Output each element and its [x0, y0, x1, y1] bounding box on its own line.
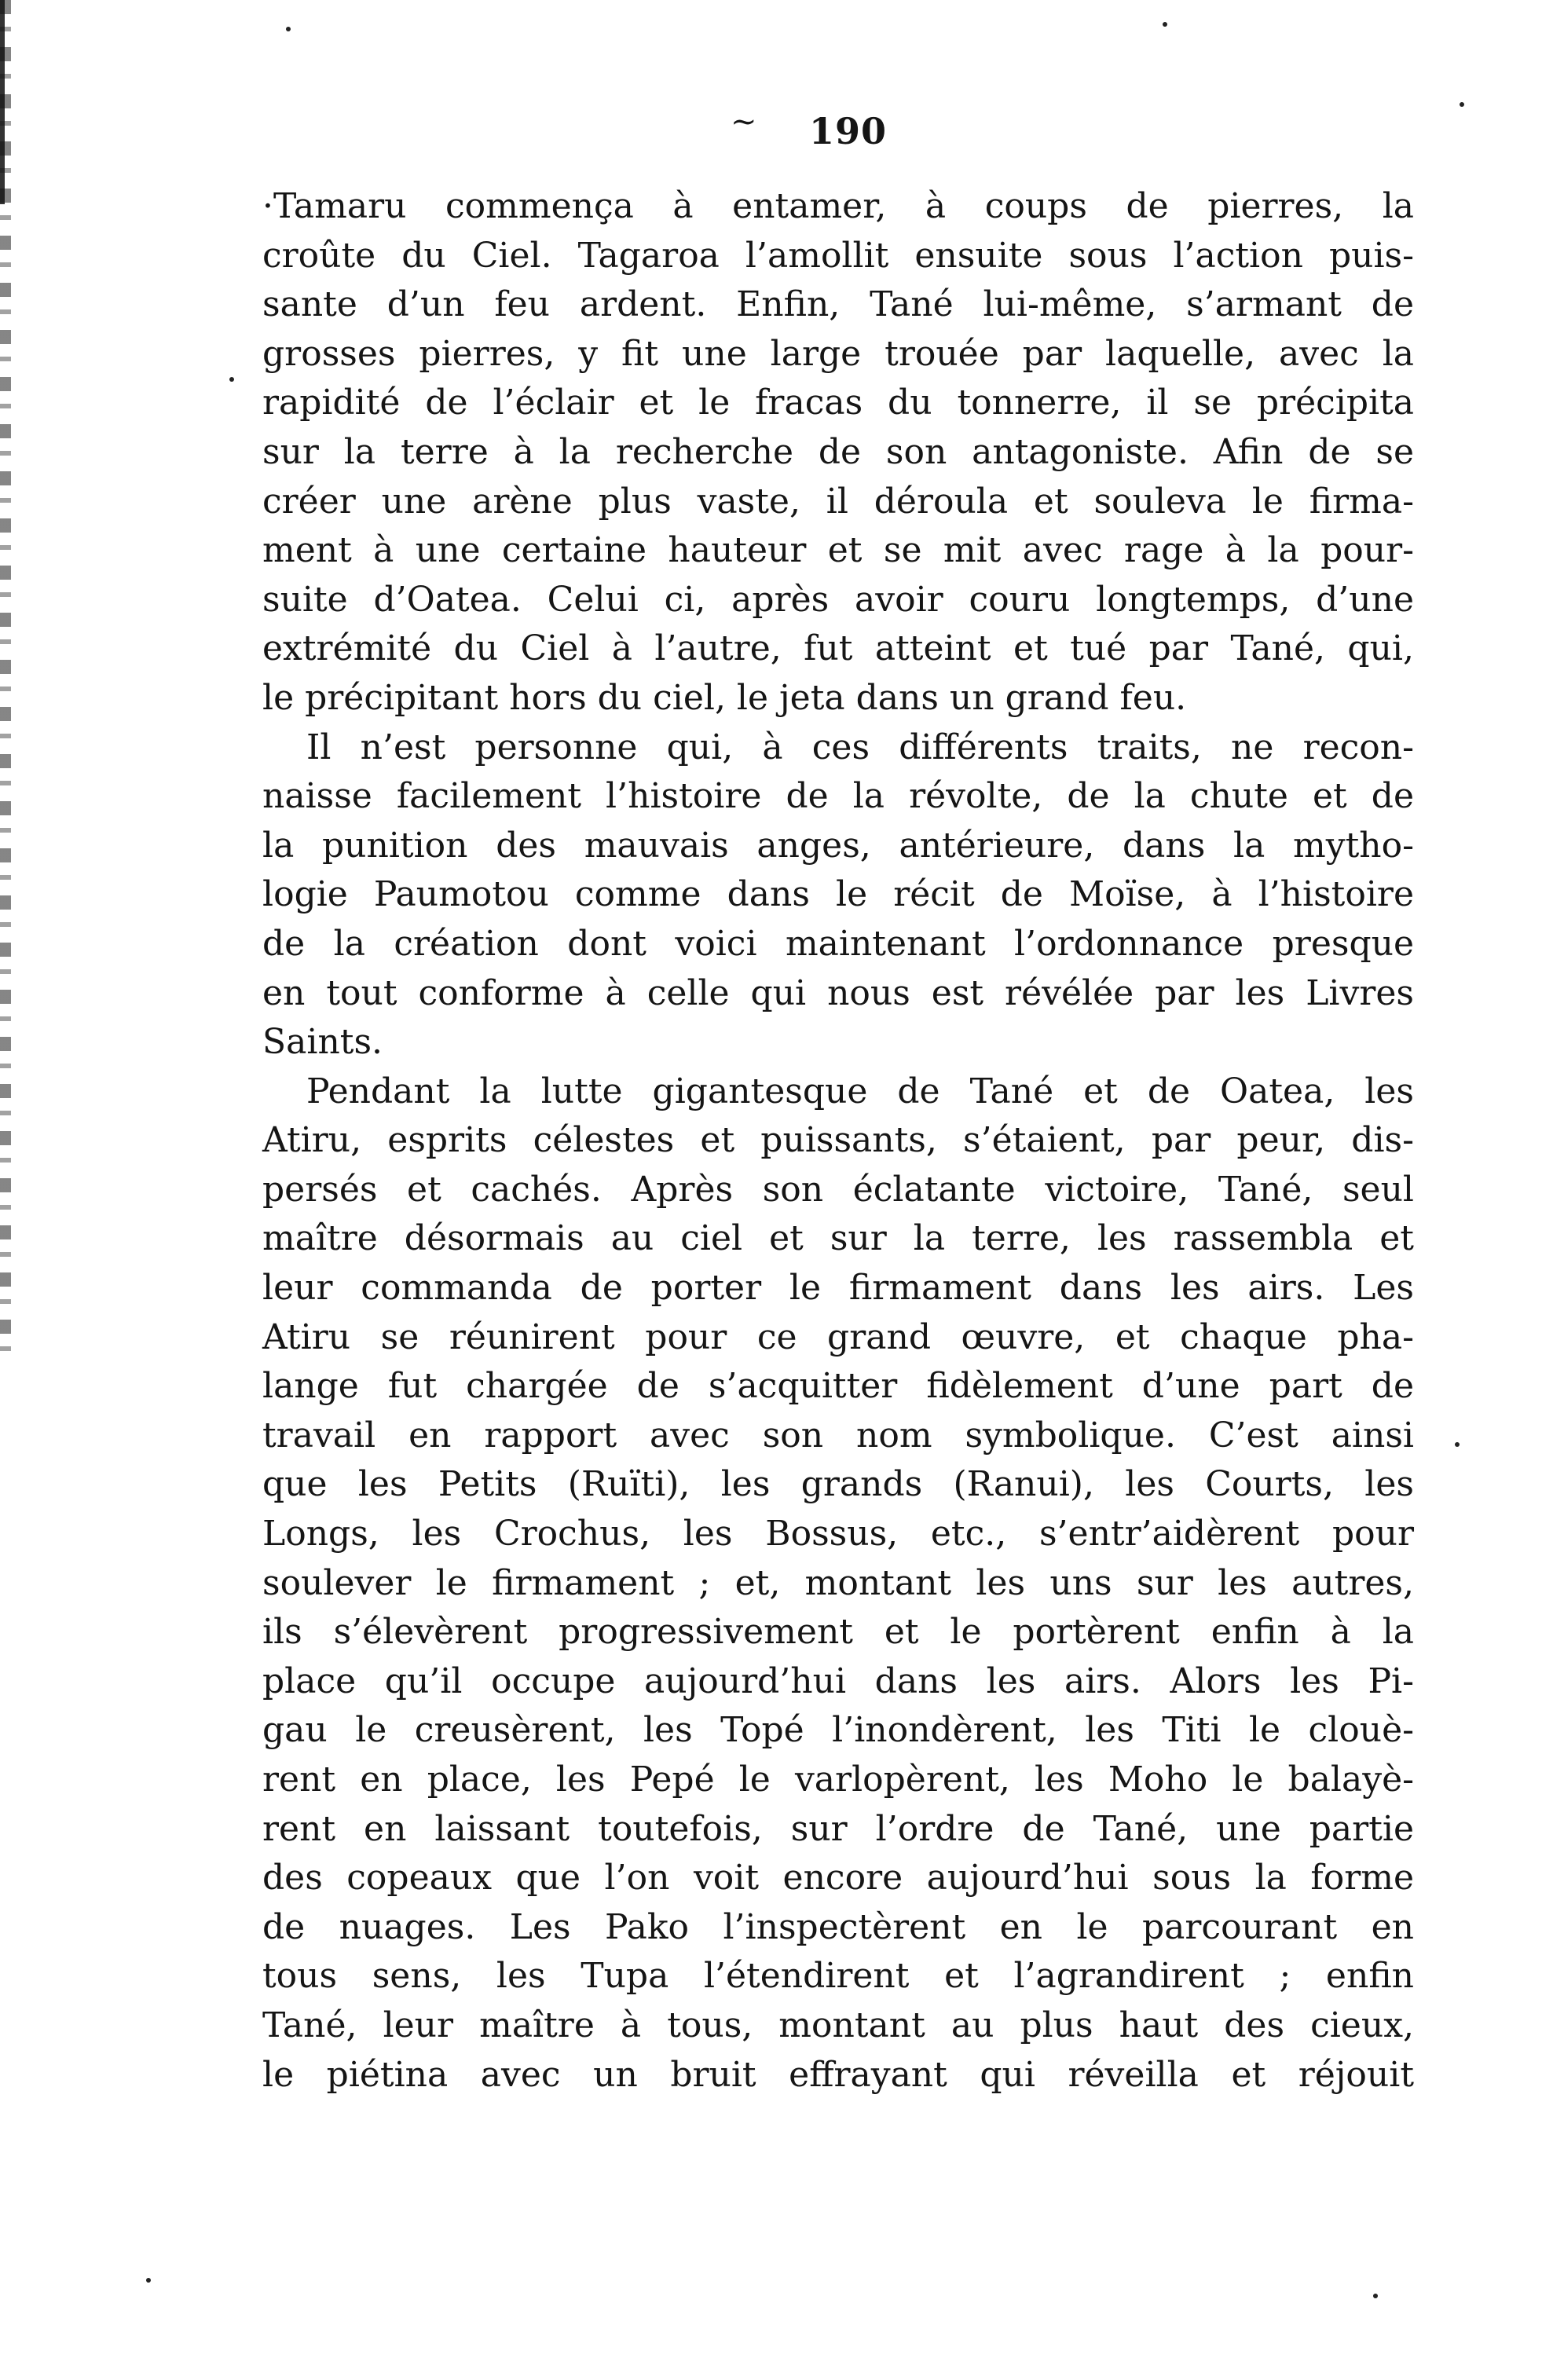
scan-speck	[1373, 2294, 1378, 2298]
text-line: le précipitant hors du ciel, le jeta dans un grand feu.	[262, 677, 1187, 718]
binding-edge-dark	[0, 0, 5, 204]
text-line: le piétina avec un bruit effrayant qui réveilla et réjouit	[262, 2054, 1414, 2095]
text-line: place qu’il occupe aujourd’hui dans les airs. Alors les Pi-	[262, 1661, 1414, 1701]
text-line: Longs, les Crochus, les Bossus, etc., s’entr’aidèrent pour	[262, 1514, 1414, 1554]
scan-speck	[229, 377, 234, 382]
text-line: de nuages. Les Pako l’inspectèrent en le parcourant en	[262, 1906, 1414, 1947]
text-line: rent en place, les Pepé le varlopèrent, les Moho le balayè-	[262, 1759, 1414, 1800]
text-line: soulever le firmament ; et, montant les uns sur les autres,	[262, 1562, 1414, 1603]
text-line: travail en rapport avec son nom symbolique. C’est ainsi	[262, 1415, 1414, 1455]
text-line: extrémité du Ciel à l’autre, fut atteint et tué par Tané, qui,	[262, 628, 1414, 669]
text-line: maître désormais au ciel et sur la terre, les rassembla et	[262, 1218, 1414, 1259]
text-line: suite d’Oatea. Celui ci, après avoir couru longtemps, d’une	[262, 579, 1414, 620]
text-line: sur la terre à la recherche de son antagoniste. Afin de se	[262, 431, 1414, 472]
text-line: rent en laissant toutefois, sur l’ordre de Tané, une partie	[262, 1808, 1414, 1849]
text-line: grosses pierres, y fit une large trouée par laquelle, avec la	[262, 333, 1414, 374]
text-line: croûte du Ciel. Tagaroa l’amollit ensuite sous l’action puis-	[262, 235, 1414, 276]
text-line: naisse facilement l’histoire de la révolte, de la chute et de	[262, 776, 1414, 817]
scan-speck	[286, 27, 291, 31]
page-number: 190	[809, 110, 888, 152]
text-line: de la création dont voici maintenant l’ordonnance presque	[262, 923, 1414, 964]
scan-speck	[1163, 22, 1167, 27]
text-line: créer une arène plus vaste, il déroula et souleva le firma-	[262, 481, 1414, 522]
text-line: que les Petits (Ruïti), les grands (Ranui), les Courts, les	[262, 1464, 1414, 1505]
text-line: des copeaux que l’on voit encore aujourd’hui sous la forme	[262, 1858, 1414, 1899]
text-line: lange fut chargée de s’acquitter fidèlement d’une part de	[262, 1366, 1414, 1407]
text-line: leur commanda de porter le firmament dans les airs. Les	[262, 1268, 1414, 1309]
text-line: sante d’un feu ardent. Enfin, Tané lui-même, s’armant de	[262, 284, 1414, 325]
text-line: la punition des mauvais anges, antérieure, dans la mytho-	[262, 825, 1414, 866]
text-line: Atiru se réunirent pour ce grand œuvre, et chaque pha-	[262, 1316, 1414, 1357]
text-line: gau le creusèrent, les Topé l’inondèrent, les Titi le clouè-	[262, 1710, 1414, 1751]
scan-speck	[146, 2278, 151, 2283]
text-line: rapidité de l’éclair et le fracas du tonnerre, il se précipita	[262, 383, 1414, 423]
page-mark: ~	[731, 104, 757, 140]
text-line: Pendant la lutte gigantesque de Tané et de Oatea, les	[306, 1071, 1414, 1111]
text-line: Il n’est personne qui, à ces différents traits, ne recon-	[306, 727, 1414, 767]
scan-speck	[1455, 1442, 1460, 1447]
body-text	[262, 182, 1414, 2100]
text-line: ment à une certaine hauteur et se mit avec rage à la pour-	[262, 530, 1414, 571]
text-line: ils s’élevèrent progressivement et le portèrent enfin à la	[262, 1612, 1414, 1653]
text-line: en tout conforme à celle qui nous est révélée par les Livres	[262, 972, 1414, 1013]
text-line: tous sens, les Tupa l’étendirent et l’agrandirent ; enfin	[262, 1956, 1414, 1997]
text-line: logie Paumotou comme dans le récit de Moïse, à l’histoire	[262, 874, 1414, 915]
text-line: Atiru, esprits célestes et puissants, s’étaient, par peur, dis-	[262, 1120, 1414, 1161]
text-line: Saints.	[262, 1022, 383, 1063]
text-line: persés et cachés. Après son éclatante victoire, Tané, seul	[262, 1169, 1414, 1210]
text-line: ·Tamaru commença à entamer, à coups de pierres, la	[262, 186, 1414, 226]
text-line: Tané, leur maître à tous, montant au plus haut des cieux,	[262, 2005, 1414, 2045]
scan-speck	[1460, 102, 1464, 107]
